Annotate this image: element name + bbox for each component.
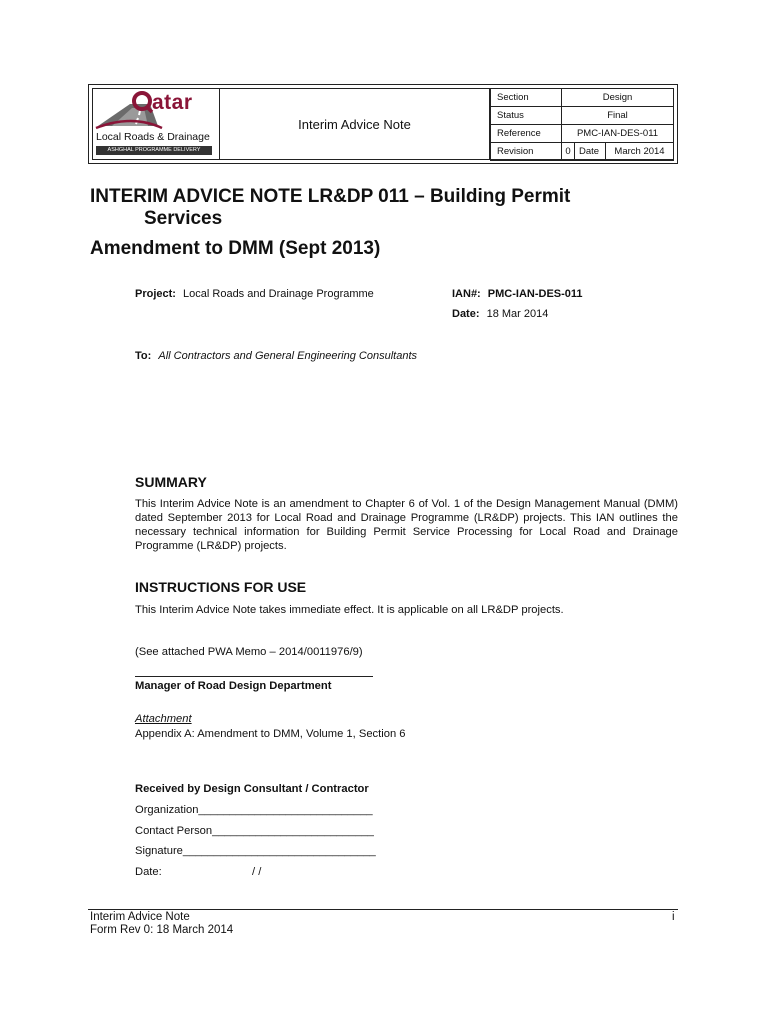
summary-text: This Interim Advice Note is an amendment to Chapter 6 of Vol. 1 of the Design Management Manual (DMM) dated September 2013 for Local Road and Drainage Programme (LR&DP) projects. This IAN outlines the necessary technical information for Building Permit Service Processing for Local Road and Drainage Programme (LR&DP) projects. [135,498,678,552]
signature-field: Signature_______________________________ [135,845,376,857]
memo-reference: (See attached PWA Memo – 2014/0011976/9) [135,646,363,658]
attachment-item: Appendix A: Amendment to DMM, Volume 1, Section 6 [135,728,406,740]
meta-label: Status [491,107,562,125]
header-title: Interim Advice Note [220,88,490,160]
logo-cell [92,88,220,160]
meta-label: Reference [491,125,562,143]
logo-line1: Local Roads & Drainage [96,131,210,143]
instructions-heading: INSTRUCTIONS FOR USE [135,579,307,595]
date-label: Date: [452,308,480,320]
document-subtitle: Amendment to DMM (Sept 2013) [90,238,381,259]
title-line1: INTERIM ADVICE NOTE LR&DP 011 – Building Permit [90,186,571,207]
signatory: Manager of Road Design Department [135,680,332,692]
meta-label: Date [575,143,606,161]
meta-value: Design [562,89,674,107]
date-field [135,865,678,879]
ian-value: PMC-IAN-DES-011 [487,288,583,300]
date-value: 18 Mar 2014 [486,308,549,320]
meta-row-reference [491,125,674,143]
attachment-label: Attachment [135,713,192,725]
date-field-label: Date: [135,866,162,878]
meta-label: Revision [491,143,562,161]
logo-brand-visual: atar [152,91,193,114]
instructions-text: This Interim Advice Note takes immediate effect. It is applicable on all LR&DP projects. [135,604,564,616]
to-value: All Contractors and General Engineering Consultants [158,350,418,362]
received-heading: Received by Design Consultant / Contractor [135,783,369,795]
logo-line2: ASHGHAL PROGRAMME DELIVERY [96,146,212,155]
footer-rule [88,909,678,910]
project-row [135,288,374,300]
footer-line1: Interim Advice Note [90,911,190,923]
contact-person-field: Contact Person__________________________ [135,825,374,837]
meta-row-section [491,89,674,107]
project-label: Project: [135,288,176,300]
title-line2: Services [144,208,223,229]
meta-value: March 2014 [606,143,674,161]
signature-line [135,676,373,677]
project-value: Local Roads and Drainage Programme [183,288,374,300]
ian-label: IAN#: [452,288,481,300]
meta-row-status [491,107,674,125]
date-field-slashes: / / [252,866,262,878]
organization-field: Organization____________________________ [135,804,373,816]
meta-value: 0 [562,143,575,161]
date-row [452,308,548,320]
footer-line2: Form Rev 0: 18 March 2014 [90,924,234,936]
meta-value: Final [562,107,674,125]
page-number: i [672,911,675,923]
footer-left [90,911,233,937]
meta-label: Section [491,89,562,107]
document-meta-table [490,88,674,161]
document-title [90,186,650,230]
to-label: To: [135,350,152,362]
meta-value: PMC-IAN-DES-011 [562,125,674,143]
summary-heading: SUMMARY [135,474,207,490]
meta-row-revision [491,143,674,161]
to-row [135,350,417,362]
ian-row [452,288,583,300]
